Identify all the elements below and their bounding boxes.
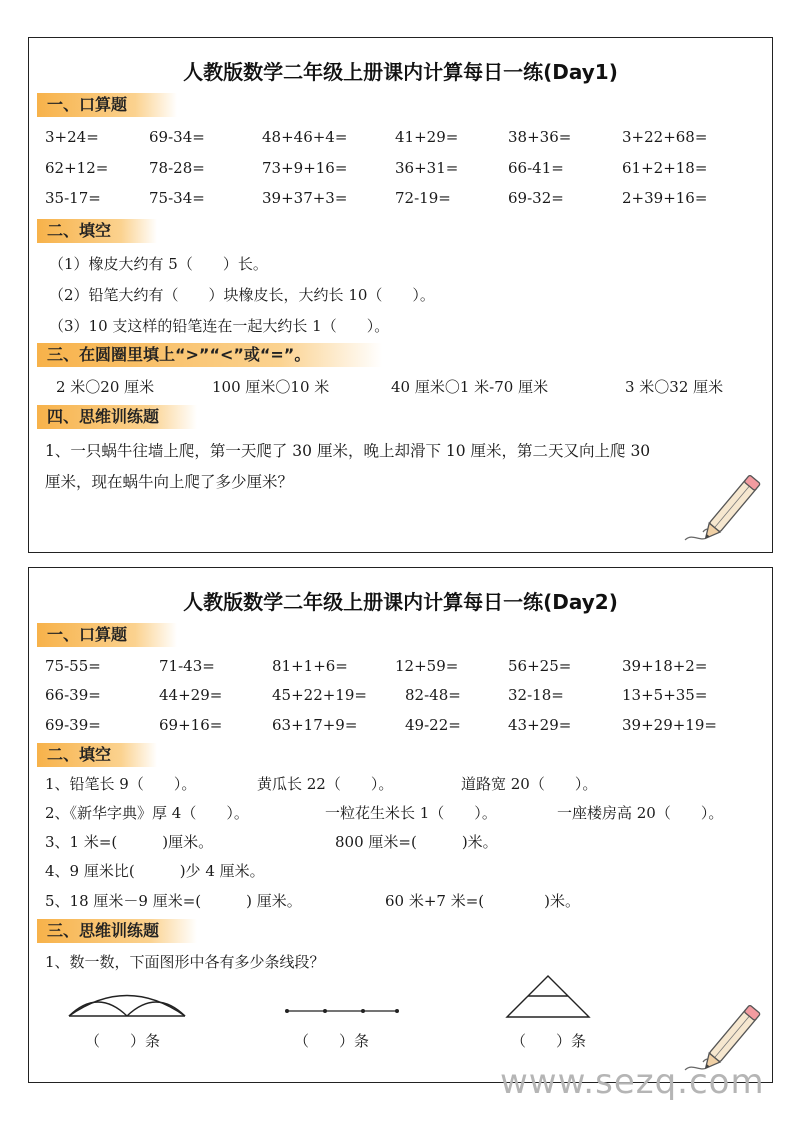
problem: 41+29= [395, 128, 459, 146]
problem: 75-34= [149, 189, 205, 207]
fill-question: （2）铅笔大约有（ ）块橡皮长，大约长 10（ ）。 [49, 286, 435, 304]
answer-blank: （ ）条 [85, 1032, 161, 1050]
compare-row [29, 376, 772, 398]
problem: 73+9+16= [262, 159, 348, 177]
fill-item: 800 厘米=( )米。 [335, 833, 498, 851]
problem: 38+36= [508, 128, 572, 146]
problem: 35-17= [45, 189, 101, 207]
problem: 39+18+2= [622, 657, 708, 675]
problem: 49-22= [405, 716, 461, 734]
fill-row [29, 802, 772, 824]
oral-row [29, 128, 772, 150]
site-watermark: www.sezq.com [500, 1062, 765, 1102]
section-thinking-header: 四、思维训练题 [37, 405, 197, 429]
oral-row [29, 159, 772, 181]
problem: 69+16= [159, 716, 223, 734]
worksheet-title: 人教版数学二年级上册课内计算每日一练(Day2) [183, 590, 618, 614]
compare-item: 3 米〇32 厘米 [625, 378, 724, 396]
problem: 69-39= [45, 716, 101, 734]
problem: 36+31= [395, 159, 459, 177]
fill-row [29, 860, 772, 882]
problem: 45+22+19= [272, 686, 367, 704]
oral-row [29, 686, 772, 708]
arc-segment-figure [65, 983, 189, 1023]
fill-item: 3、1 米=( )厘米。 [45, 833, 214, 851]
answer-blank: （ ）条 [294, 1032, 370, 1050]
fill-item: 2、《新华字典》厚 4（ ）。 [45, 804, 249, 822]
thinking-question: 厘米，现在蜗牛向上爬了多少厘米？ [45, 473, 294, 491]
pencil-icon [679, 466, 771, 548]
fill-row [29, 831, 772, 853]
problem: 13+5+35= [622, 686, 708, 704]
problem: 63+17+9= [272, 716, 358, 734]
fill-item: 1、铅笔长 9（ ）。 [45, 775, 197, 793]
problem: 78-28= [149, 159, 205, 177]
fill-item: 4、9 厘米比( )少 4 厘米。 [45, 862, 265, 880]
problem: 3+22+68= [622, 128, 708, 146]
fill-question: （3）10 支这样的铅笔连在一起大约长 1（ ）。 [49, 317, 390, 335]
problem: 62+12= [45, 159, 109, 177]
compare-item: 40 厘米〇1 米-70 厘米 [391, 378, 549, 396]
problem: 3+24= [45, 128, 99, 146]
worksheet-day2 [28, 567, 773, 1083]
problem: 39+29+19= [622, 716, 717, 734]
worksheet-day1 [28, 37, 773, 553]
fill-item: 一座楼房高 20（ ）。 [557, 804, 724, 822]
fill-item: 60 米+7 米=( )米。 [385, 892, 581, 910]
problem: 66-41= [508, 159, 564, 177]
problem: 75-55= [45, 657, 101, 675]
fill-item: 黄瓜长 22（ ）。 [257, 775, 394, 793]
oral-row [29, 189, 772, 211]
problem: 69-34= [149, 128, 205, 146]
section-oral-header: 一、口算题 [37, 93, 177, 117]
problem: 61+2+18= [622, 159, 708, 177]
fill-question: （1）橡皮大约有 5（ ）长。 [49, 255, 268, 273]
compare-item: 2 米〇20 厘米 [56, 378, 155, 396]
section-fill-header: 二、填空 [37, 743, 157, 767]
answer-blank: （ ）条 [511, 1032, 587, 1050]
dotted-segment-figure [283, 1004, 401, 1018]
thinking-question: 1、数一数，下面图形中各有多少条线段？ [45, 953, 325, 971]
problem: 44+29= [159, 686, 223, 704]
section-thinking-header: 三、思维训练题 [37, 919, 197, 943]
problem: 12+59= [395, 657, 459, 675]
problem: 32-18= [508, 686, 564, 704]
section-fill-header: 二、填空 [37, 219, 157, 243]
worksheet-title: 人教版数学二年级上册课内计算每日一练(Day1) [183, 60, 618, 84]
section-oral-header: 一、口算题 [37, 623, 177, 647]
fill-item: 5、18 厘米－9 厘米=( ) 厘米。 [45, 892, 302, 910]
problem: 72-19= [395, 189, 451, 207]
thinking-question: 1、一只蜗牛往墙上爬，第一天爬了 30 厘米，晚上却滑下 10 厘米，第二天又向上爬 30 [45, 442, 651, 460]
problem: 39+37+3= [262, 189, 348, 207]
oral-row [29, 657, 772, 679]
problem: 82-48= [405, 686, 461, 704]
problem: 71-43= [159, 657, 215, 675]
problem: 66-39= [45, 686, 101, 704]
fill-item: 道路宽 20（ ）。 [461, 775, 598, 793]
problem: 43+29= [508, 716, 572, 734]
triangle-figure [503, 973, 593, 1021]
problem: 81+1+6= [272, 657, 348, 675]
fill-row [29, 773, 772, 795]
problem: 2+39+16= [622, 189, 708, 207]
problem: 56+25= [508, 657, 572, 675]
problem: 48+46+4= [262, 128, 348, 146]
section-compare-header: 三、在圆圈里填上“>”“<”或“=”。 [37, 343, 382, 367]
fill-row [29, 890, 772, 912]
oral-row [29, 716, 772, 738]
compare-item: 100 厘米〇10 米 [212, 378, 330, 396]
problem: 69-32= [508, 189, 564, 207]
fill-item: 一粒花生米长 1（ ）。 [325, 804, 497, 822]
